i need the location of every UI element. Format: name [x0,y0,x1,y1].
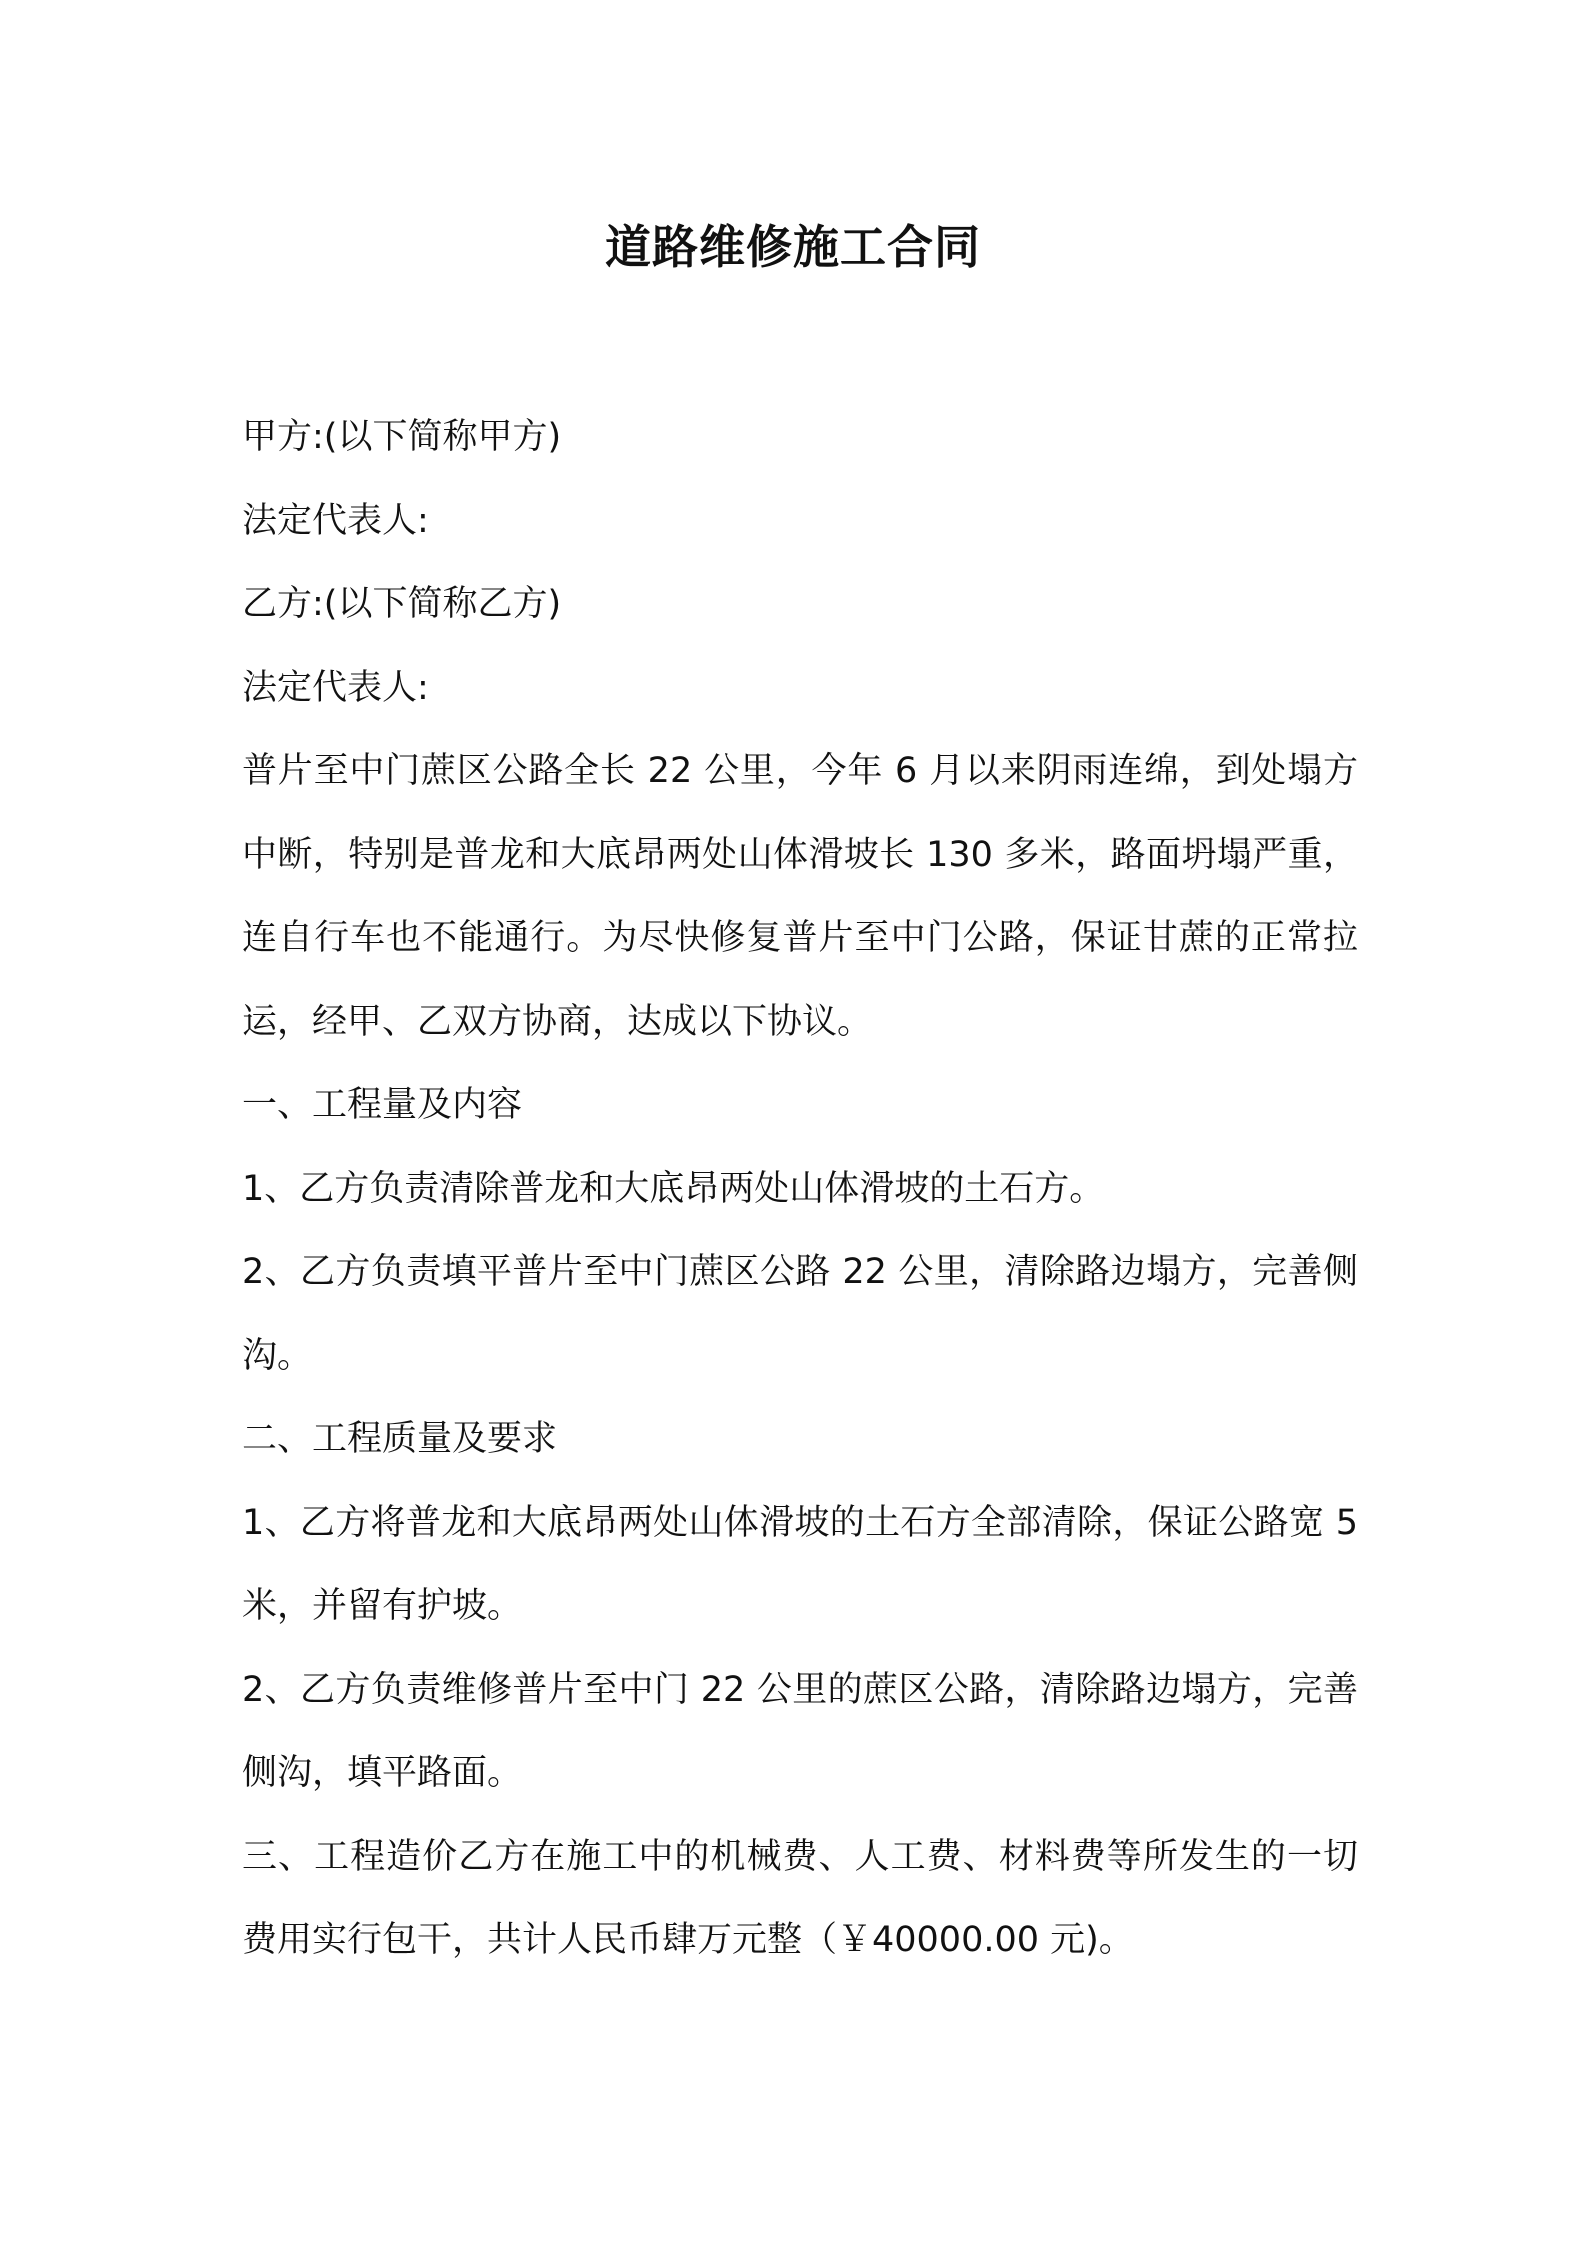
document-body [242,396,1358,1983]
document-title: 道路维修施工合同 [605,220,981,274]
section-cost-paragraph: 三、工程造价乙方在施工中的机械费、人工费、材料费等所发生的一切费用实行包干，共计人民币肆万元整（￥40000.00 元)。 [242,1836,1358,1960]
party-b-representative-line: 法定代表人: [242,667,429,708]
scope-item-1: 1、乙方负责清除普龙和大底昂两处山体滑坡的土石方。 [242,1168,1105,1209]
section-heading-scope: 一、工程量及内容 [242,1085,523,1125]
section-heading-quality: 二、工程质量及要求 [242,1419,558,1459]
quality-item-2: 2、乙方负责维修普片至中门 22 公里的蔗区公路，清除路边塌方，完善侧沟，填平路面。 [242,1669,1358,1793]
party-a-line: 甲方:(以下简称甲方) [242,417,562,457]
quality-item-1: 1、乙方将普龙和大底昂两处山体滑坡的土石方全部清除，保证公路宽 5 米，并留有护坡。 [242,1502,1358,1626]
scope-item-2: 2、乙方负责填平普片至中门蔗区公路 22 公里，清除路边塌方，完善侧沟。 [242,1252,1358,1376]
background-paragraph: 普片至中门蔗区公路全长 22 公里，今年 6 月以来阴雨连绵，到处塌方中断，特别是普龙和大底昂两处山体滑坡长 130 多米，路面坍塌严重，连自行车也不能通行。为尽快修复普片至中门公路，保证甘蔗的正常拉运，经甲、乙双方协商，达成以下协议。 [242,751,1358,1042]
party-b-line: 乙方:(以下简称乙方) [242,584,562,624]
party-a-representative-line: 法定代表人: [242,500,429,541]
